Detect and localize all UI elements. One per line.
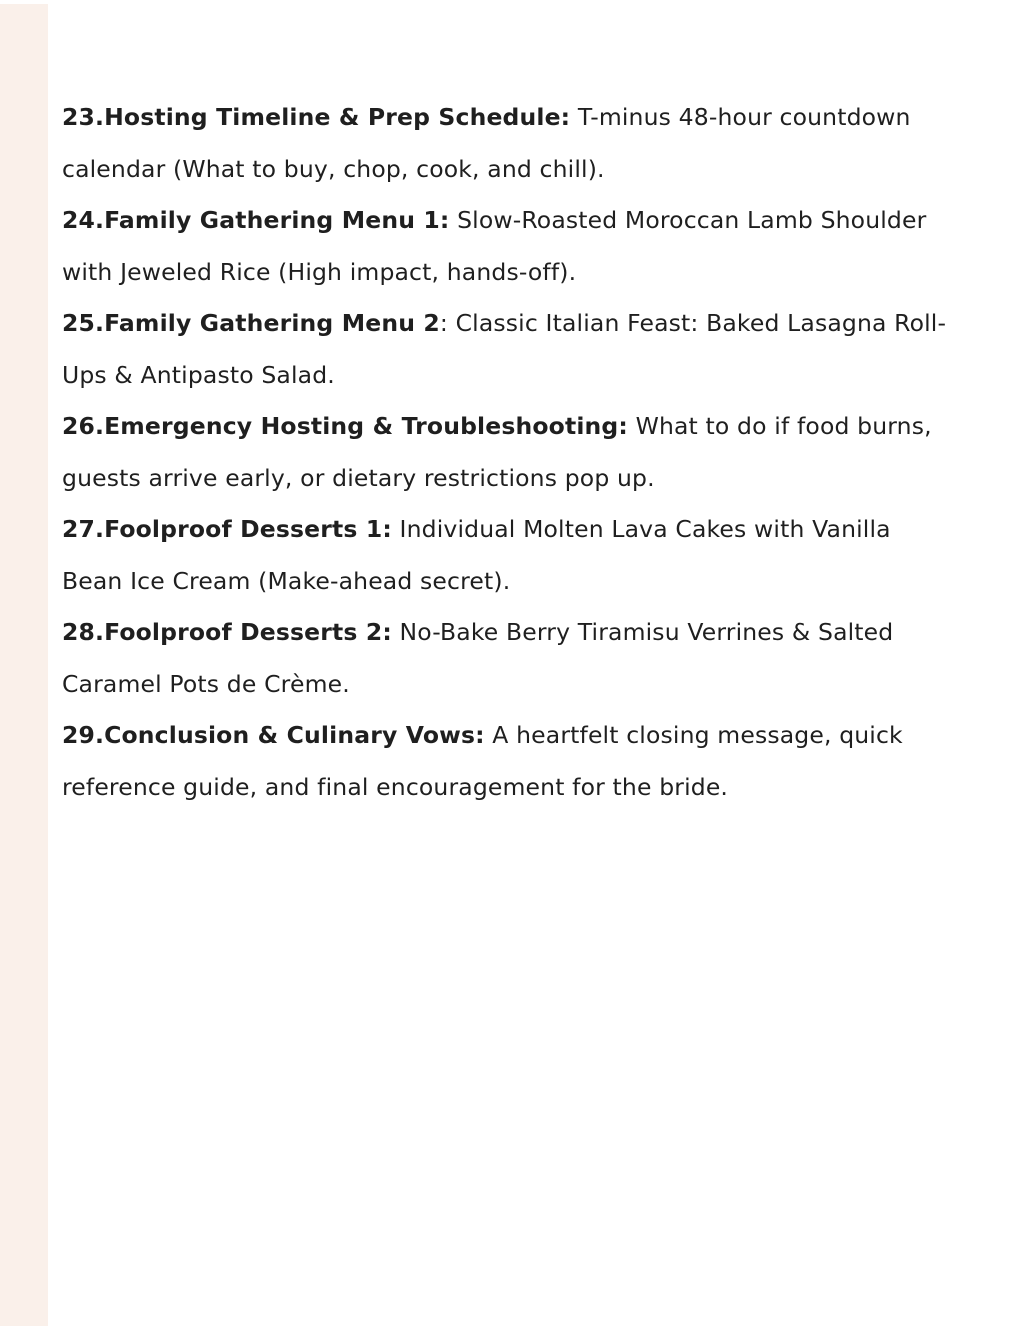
item-number: 29. [62, 721, 105, 749]
item-number: 25. [62, 309, 105, 337]
title-separator [570, 103, 578, 131]
item-title: Family Gathering Menu 1: [104, 206, 450, 234]
item-description: What to do if food burns, guests arrive early, or dietary restrictions pop up. [62, 412, 932, 492]
item-description: No-Bake Berry Tiramisu Verrines & Salted Caramel Pots de Crème. [62, 618, 894, 698]
item-description: T-minus 48-hour countdown calendar (What to buy, chop, cook, and chill). [62, 103, 911, 183]
item-title: Family Gathering Menu 2 [104, 309, 440, 337]
title-separator [392, 515, 400, 543]
item-description: Individual Molten Lava Cakes with Vanilla Bean Ice Cream (Make-ahead secret). [62, 515, 891, 595]
list-item [62, 710, 952, 813]
list-item [62, 195, 952, 298]
title-separator: : [439, 309, 456, 337]
item-number: 28. [62, 618, 105, 646]
decorative-side-band [0, 4, 48, 1326]
item-title: Hosting Timeline & Prep Schedule: [104, 103, 571, 131]
item-description: Classic Italian Feast: Baked Lasagna Roll-Ups & Antipasto Salad. [62, 309, 947, 389]
list-item [62, 401, 952, 504]
title-separator [392, 618, 400, 646]
list-item [62, 92, 952, 195]
item-title: Conclusion & Culinary Vows: [104, 721, 485, 749]
list-item [62, 607, 952, 710]
title-separator [449, 206, 457, 234]
title-separator [628, 412, 636, 440]
table-of-contents-list [62, 92, 952, 813]
item-number: 26. [62, 412, 105, 440]
list-item [62, 504, 952, 607]
list-item [62, 298, 952, 401]
item-description: A heartfelt closing message, quick reference guide, and final encouragement for the bride. [62, 721, 903, 801]
item-number: 27. [62, 515, 105, 543]
item-number: 24. [62, 206, 105, 234]
item-title: Emergency Hosting & Troubleshooting: [104, 412, 628, 440]
item-title: Foolproof Desserts 1: [104, 515, 392, 543]
item-description: Slow-Roasted Moroccan Lamb Shoulder with Jeweled Rice (High impact, hands-off). [62, 206, 927, 286]
item-title: Foolproof Desserts 2: [104, 618, 392, 646]
item-number: 23. [62, 103, 105, 131]
